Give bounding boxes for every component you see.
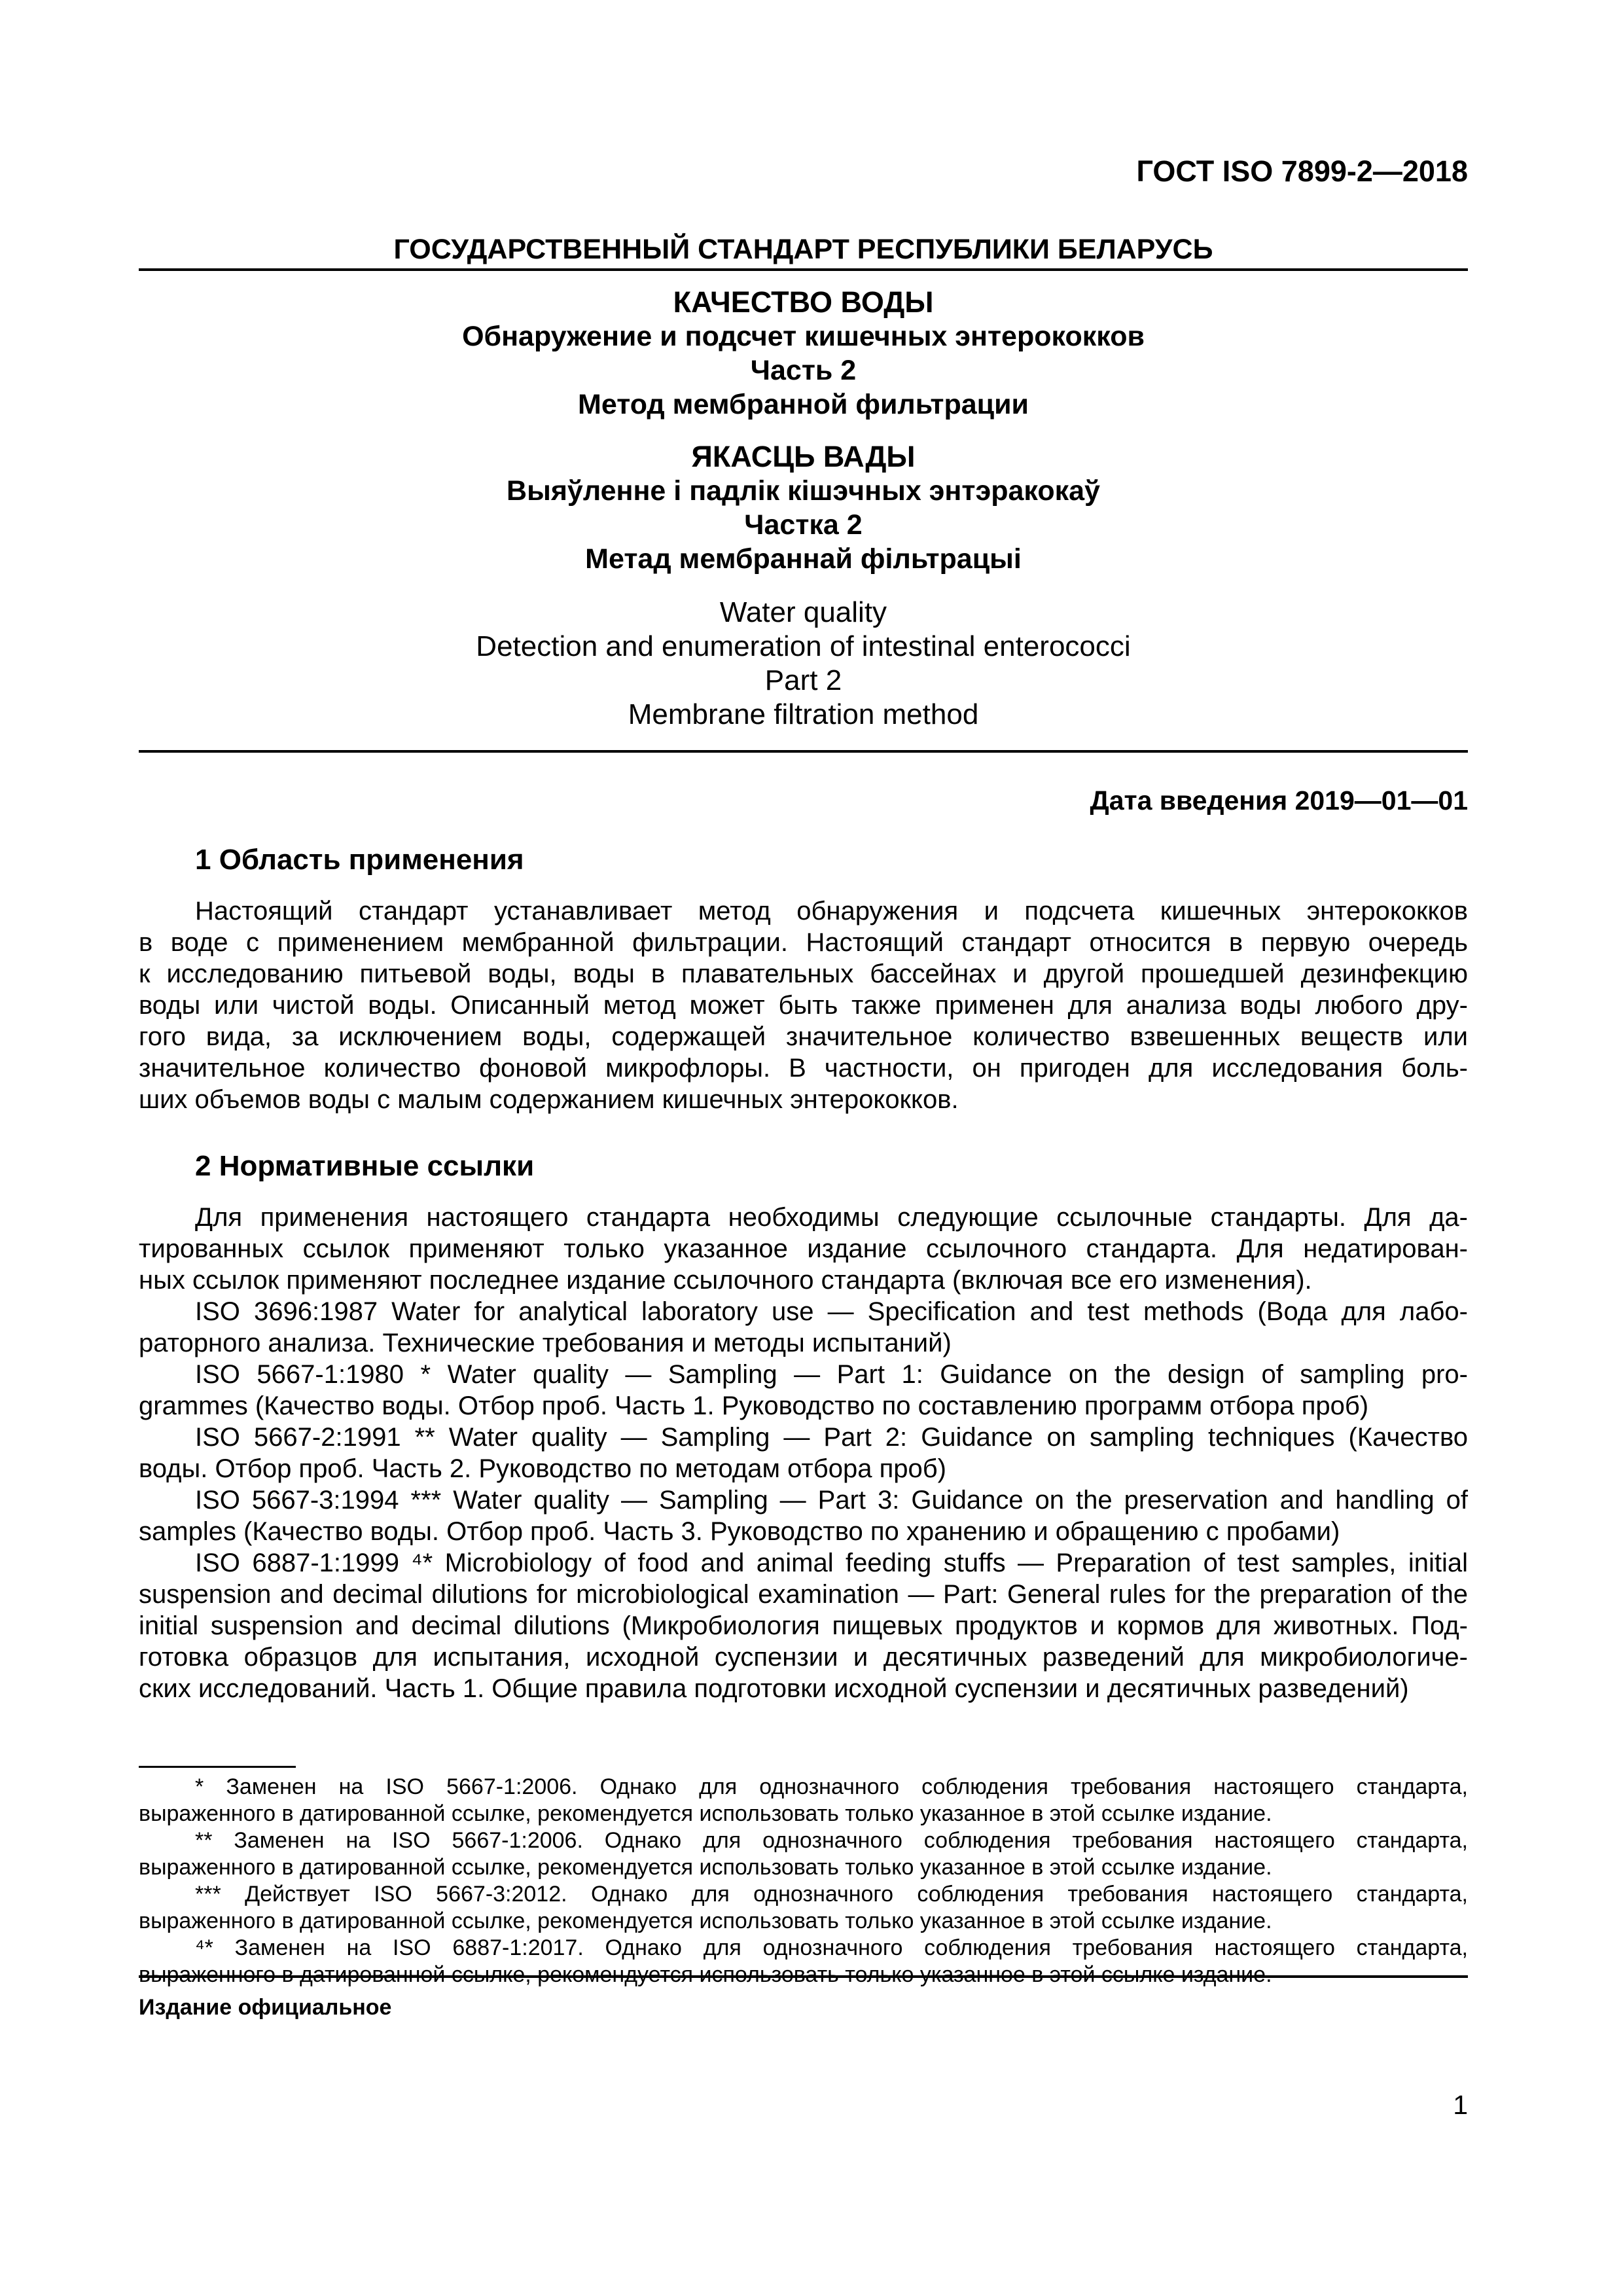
reference-line: grammes (Качество воды. Отбор проб. Часть 1. Руководство по составлению программ отбора проб) <box>139 1391 1369 1420</box>
reference-line: initial suspension and decimal dilutions (Микробиология пищевых продуктов и кормов для животных. Под- <box>139 1611 1468 1640</box>
title-en-method: Membrane filtration method <box>628 698 979 730</box>
footnote-line: ** Заменен на ISO 5667-1:2006. Однако для однозначного соблюдения требования настоящего стандарта, <box>195 1828 1468 1853</box>
section-1-heading: 1 Область применения <box>195 844 524 876</box>
paragraph-line: Настоящий стандарт устанавливает метод обнаружения и подсчета кишечных энтерококков <box>195 897 1468 925</box>
section-1-body <box>139 895 1468 1115</box>
title-ru-method: Метод мембранной фильтрации <box>578 389 1029 420</box>
reference-line: ISO 6887-1:1999 ⁴* Microbiology of food and animal feeding stuffs — Preparation of test samples, initial <box>195 1549 1468 1577</box>
footnotes <box>139 1774 1468 1988</box>
introduction-date: Дата введения 2019—01—01 <box>1090 785 1468 816</box>
footnote-line: выраженного в датированной ссылке, рекомендуется использовать только указанное в этой ссылке издание. <box>139 1909 1272 1933</box>
section-2-body <box>139 1202 1468 1704</box>
state-standard-heading: ГОСУДАРСТВЕННЫЙ СТАНДАРТ РЕСПУБЛИКИ БЕЛАРУСЬ <box>393 234 1213 265</box>
title-en-subtitle: Detection and enumeration of intestinal enterococci <box>476 630 1131 662</box>
title-en-main: Water quality <box>719 596 887 628</box>
title-en-part: Part 2 <box>764 664 842 696</box>
reference-line: воды. Отбор проб. Часть 2. Руководство по методам отбора проб) <box>139 1454 946 1483</box>
reference-line: ских исследований. Часть 1. Общие правила подготовки исходной суспензии и десятичных разведений) <box>139 1674 1409 1703</box>
title-ru-subtitle: Обнаружение и подсчет кишечных энтерококков <box>462 321 1145 352</box>
reference-line: раторного анализа. Технические требования и методы испытаний) <box>139 1329 952 1357</box>
paragraph-line: гого вида, за исключением воды, содержащей значительное количество взвешенных веществ или <box>139 1022 1468 1051</box>
footnote-line: выраженного в датированной ссылке, рекомендуется использовать только указанное в этой ссылке издание. <box>139 1801 1272 1826</box>
paragraph-line: воды или чистой воды. Описанный метод может быть также применен для анализа воды любого дру- <box>139 991 1468 1020</box>
title-belarusian <box>139 440 1468 576</box>
paragraph-line: ных ссылок применяют последнее издание ссылочного стандарта (включая все его изменения). <box>139 1266 1312 1295</box>
official-edition-label: Издание официальное <box>139 1995 392 2020</box>
paragraph-line: в воде с применением мембранной фильтрации. Настоящий стандарт относится в первую очередь <box>139 928 1468 957</box>
paragraph-line: Для применения настоящего стандарта необходимы следующие ссылочные стандарты. Для да- <box>195 1203 1468 1232</box>
reference-line: samples (Качество воды. Отбор проб. Часть 3. Руководство по хранению и обращению с пробами) <box>139 1517 1340 1546</box>
reference-line: ISO 5667-2:1991 ** Water quality — Sampling — Part 2: Guidance on sampling techniques (Качество <box>195 1423 1468 1452</box>
title-divider <box>139 750 1468 753</box>
paragraph-line: тированных ссылок применяют только указанное издание ссылочного стандарта. Для недатирован- <box>139 1234 1468 1263</box>
document-page <box>139 0 1468 2296</box>
title-be-main: ЯКАСЦЬ ВАДЫ <box>691 440 916 473</box>
title-russian <box>139 285 1468 422</box>
section-2-heading: 2 Нормативные ссылки <box>195 1150 535 1182</box>
title-ru-main: КАЧЕСТВО ВОДЫ <box>673 285 934 319</box>
footnote-line: выраженного в датированной ссылке, рекомендуется использовать только указанное в этой ссылке издание. <box>139 1962 1272 1987</box>
title-be-method: Метад мембраннай фільтрацыі <box>585 543 1022 575</box>
document-code: ГОСТ ISO 7899-2—2018 <box>1136 154 1468 188</box>
footnote-line: выраженного в датированной ссылке, рекомендуется использовать только указанное в этой ссылке издание. <box>139 1855 1272 1880</box>
title-english <box>139 596 1468 732</box>
reference-line: suspension and decimal dilutions for microbiological examination — Part: General rules for the preparation of the <box>139 1580 1468 1609</box>
footnote-line: ⁴* Заменен на ISO 6887-1:2017. Однако для однозначного соблюдения требования настоящего стандарта, <box>195 1935 1468 1960</box>
paragraph-line: значительное количество фоновой микрофлоры. В частности, он пригоден для исследования боль- <box>139 1054 1468 1083</box>
title-be-subtitle: Выяўленне і падлік кішэчных энтэракокаў <box>507 475 1100 507</box>
title-be-part: Частка 2 <box>744 509 863 541</box>
paragraph-line: ших объемов воды с малым содержанием кишечных энтерококков. <box>139 1085 959 1114</box>
reference-line: готовка образцов для испытания, исходной суспензии и десятичных разведений для микробиологиче- <box>139 1643 1468 1672</box>
reference-line: ISO 5667-3:1994 *** Water quality — Sampling — Part 3: Guidance on the preservation and handling of <box>195 1486 1468 1515</box>
title-ru-part: Часть 2 <box>750 355 857 386</box>
footnote-divider <box>139 1766 296 1768</box>
header-divider <box>139 268 1468 271</box>
footer-divider <box>139 1975 1468 1978</box>
reference-line: ISO 3696:1987 Water for analytical laboratory use — Specification and test methods (Вода для лабо- <box>195 1297 1468 1326</box>
paragraph-line: к исследованию питьевой воды, воды в плавательных бассейнах и другой прошедшей дезинфекцию <box>139 960 1468 988</box>
reference-line: ISO 5667-1:1980 * Water quality — Sampling — Part 1: Guidance on the design of sampling pro- <box>195 1360 1468 1389</box>
page-number: 1 <box>1453 2090 1468 2120</box>
footnote-line: *** Действует ISO 5667-3:2012. Однако для однозначного соблюдения требования настоящего стандарта, <box>195 1882 1468 1907</box>
footnote-line: * Заменен на ISO 5667-1:2006. Однако для однозначного соблюдения требования настоящего стандарта, <box>195 1774 1468 1799</box>
